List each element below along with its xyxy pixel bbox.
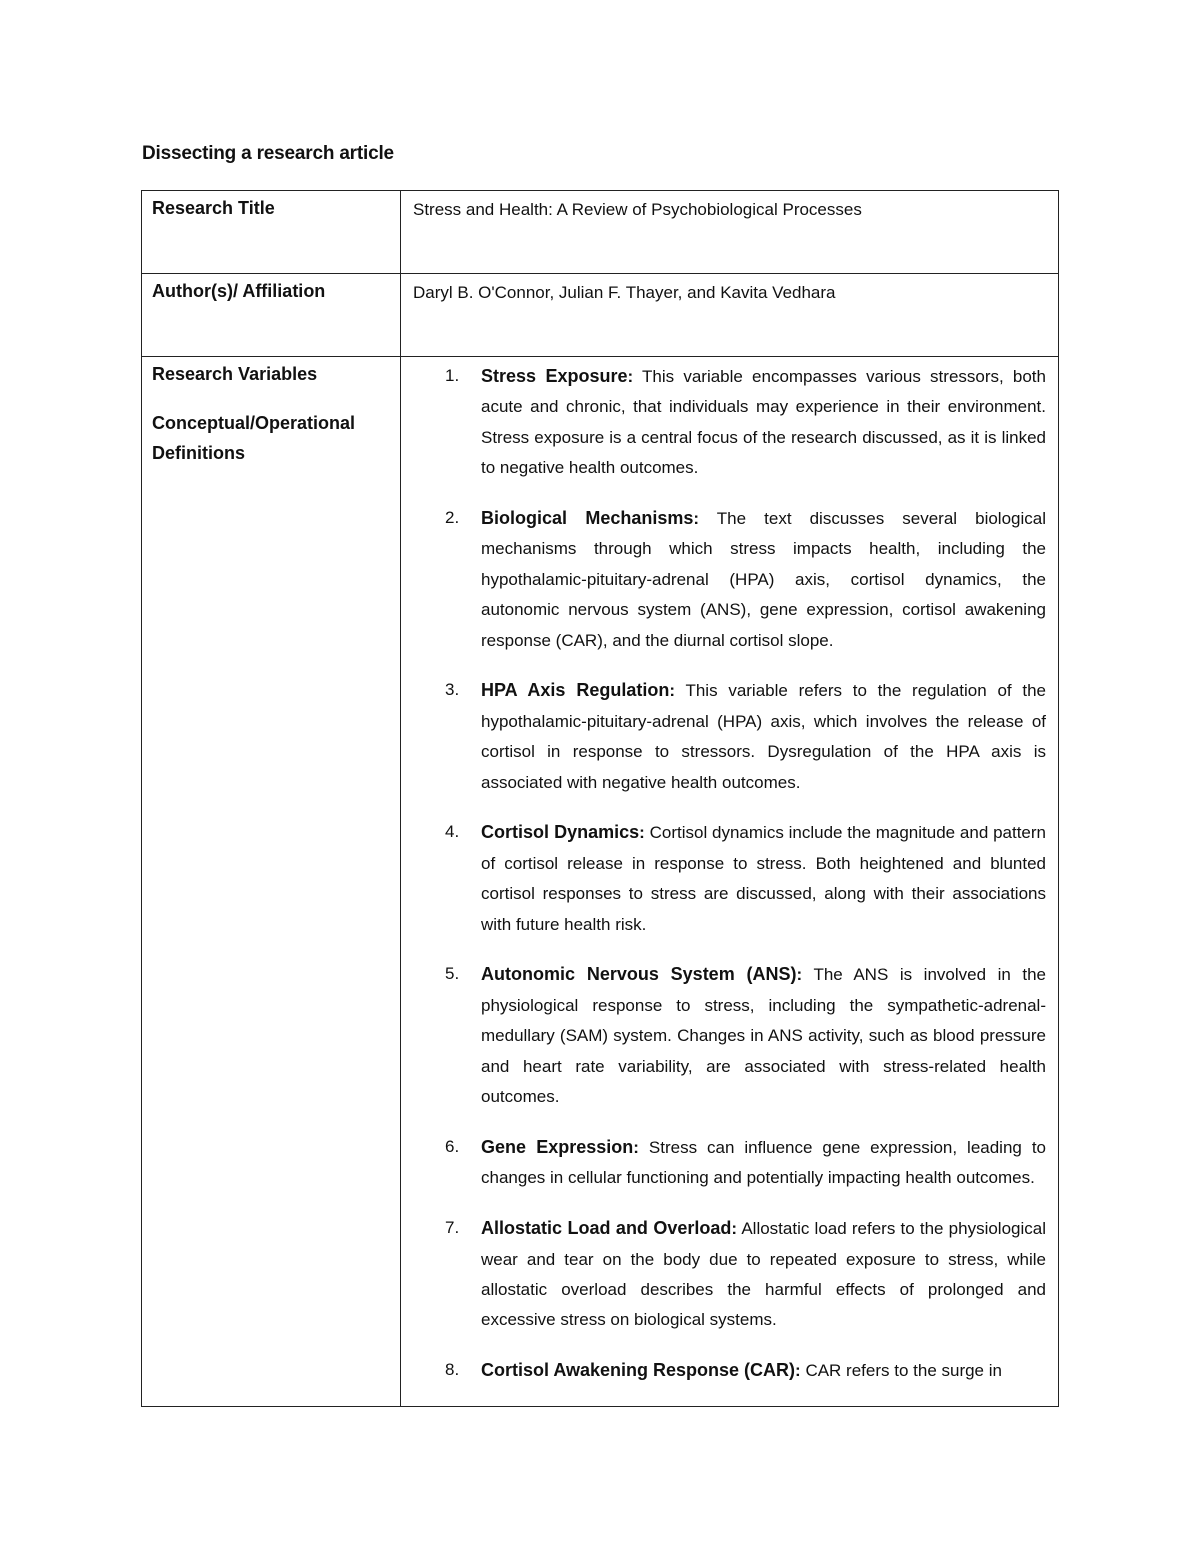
list-item <box>413 675 1046 798</box>
variable-term: Cortisol Awakening Response (CAR) <box>481 1360 796 1381</box>
variable-definition: Cortisol dynamics include the magnitude and pattern of cortisol release in response to stress. Both heightened and blunted cortisol responses to stress are discussed, along with their associations with future health risk. <box>481 823 1047 934</box>
list-item-number: 1. <box>445 366 460 385</box>
research-article-table <box>141 190 1059 1407</box>
label-research-variables <box>142 357 401 1407</box>
variable-definition: This variable encompasses various stressors, both acute and chronic, that individuals may experience in their environment. Stress exposure is a central focus of the research discussed, as it is linked to negative health outcomes. <box>481 367 1046 478</box>
variable-term: Stress Exposure <box>481 366 628 386</box>
list-item <box>413 1213 1046 1336</box>
variable-definition: CAR refers to the surge in <box>800 1361 1002 1381</box>
label-research-title: Research Title <box>142 191 401 274</box>
value-research-variables <box>401 357 1059 1407</box>
value-research-title: Stress and Health: A Review of Psychobiological Processes <box>401 191 1059 274</box>
list-item-number: 8. <box>445 1360 460 1380</box>
list-item-number: 4. <box>445 822 460 842</box>
list-item-number: 2. <box>445 508 460 528</box>
variable-term: HPA Axis Regulation <box>481 680 670 701</box>
label-research-variables-line1: Research Variables <box>152 364 318 384</box>
list-item <box>413 959 1046 1112</box>
variable-definition: Allostatic load refers to the physiological wear and tear on the body due to repeated exposure to stress, while allostatic overload describes the harmful effects of prolonged and excessive stress on biological systems. <box>481 1219 1046 1330</box>
variable-colon: : <box>795 1361 801 1381</box>
variable-term: Gene Expression <box>481 1136 634 1157</box>
variable-colon: : <box>639 823 645 843</box>
variable-term: Allostatic Load and Overload <box>481 1218 732 1239</box>
variables-list <box>413 361 1046 1387</box>
value-authors: Daryl B. O'Connor, Julian F. Thayer, and Kavita Vedhara <box>401 274 1059 357</box>
list-item-number: 3. <box>445 680 460 700</box>
label-definitions: Definitions <box>152 443 245 463</box>
list-item <box>413 1132 1046 1194</box>
list-item <box>413 503 1046 656</box>
variable-colon: : <box>633 1137 639 1157</box>
variable-colon: : <box>796 965 803 985</box>
variable-term: Cortisol Dynamics <box>481 822 640 843</box>
variable-definition: This variable refers to the regulation of the hypothalamic-pituitary-adrenal (HPA) axis, which involves the release of cortisol in response to stressors. Dysregulation of the HPA axis is associated with negative health outcomes. <box>481 681 1046 792</box>
variable-colon: : <box>731 1219 738 1239</box>
variable-colon: : <box>693 509 700 529</box>
list-item <box>413 1355 1046 1386</box>
list-item <box>413 361 1046 484</box>
label-conceptual-operational: Conceptual/Operational <box>152 413 356 433</box>
variable-colon: : <box>669 681 676 701</box>
list-item-number: 5. <box>445 964 460 984</box>
variable-term: Biological Mechanisms <box>481 508 694 529</box>
page-title: Dissecting a research article <box>142 143 394 164</box>
table-row-research-title <box>142 191 1059 274</box>
list-item-number: 6. <box>445 1136 460 1156</box>
variable-definition: The ANS is involved in the physiological response to stress, including the sympathetic-adrenal-medullary (SAM) system. Changes in ANS activity, such as blood pressure and heart rate variability, are associated with stress-related health outcomes. <box>481 965 1046 1107</box>
variable-definition: Stress can influence gene expression, leading to changes in cellular functioning and potentially impacting health outcomes. <box>481 1137 1046 1188</box>
table-row-authors <box>142 274 1059 357</box>
list-item-number: 7. <box>445 1218 460 1238</box>
list-item <box>413 817 1046 940</box>
variable-colon: : <box>627 367 634 386</box>
variable-term: Autonomic Nervous System (ANS) <box>481 964 797 985</box>
label-authors: Author(s)/ Affiliation <box>142 274 401 357</box>
variable-definition: The text discusses several biological mechanisms through which stress impacts health, including the hypothalamic-pituitary-adrenal (HPA) axis, cortisol dynamics, the autonomic nervous system (ANS), gene expression, cortisol awakening response (CAR), and the diurnal cortisol slope. <box>481 509 1047 650</box>
table-row-research-variables <box>142 357 1059 1407</box>
